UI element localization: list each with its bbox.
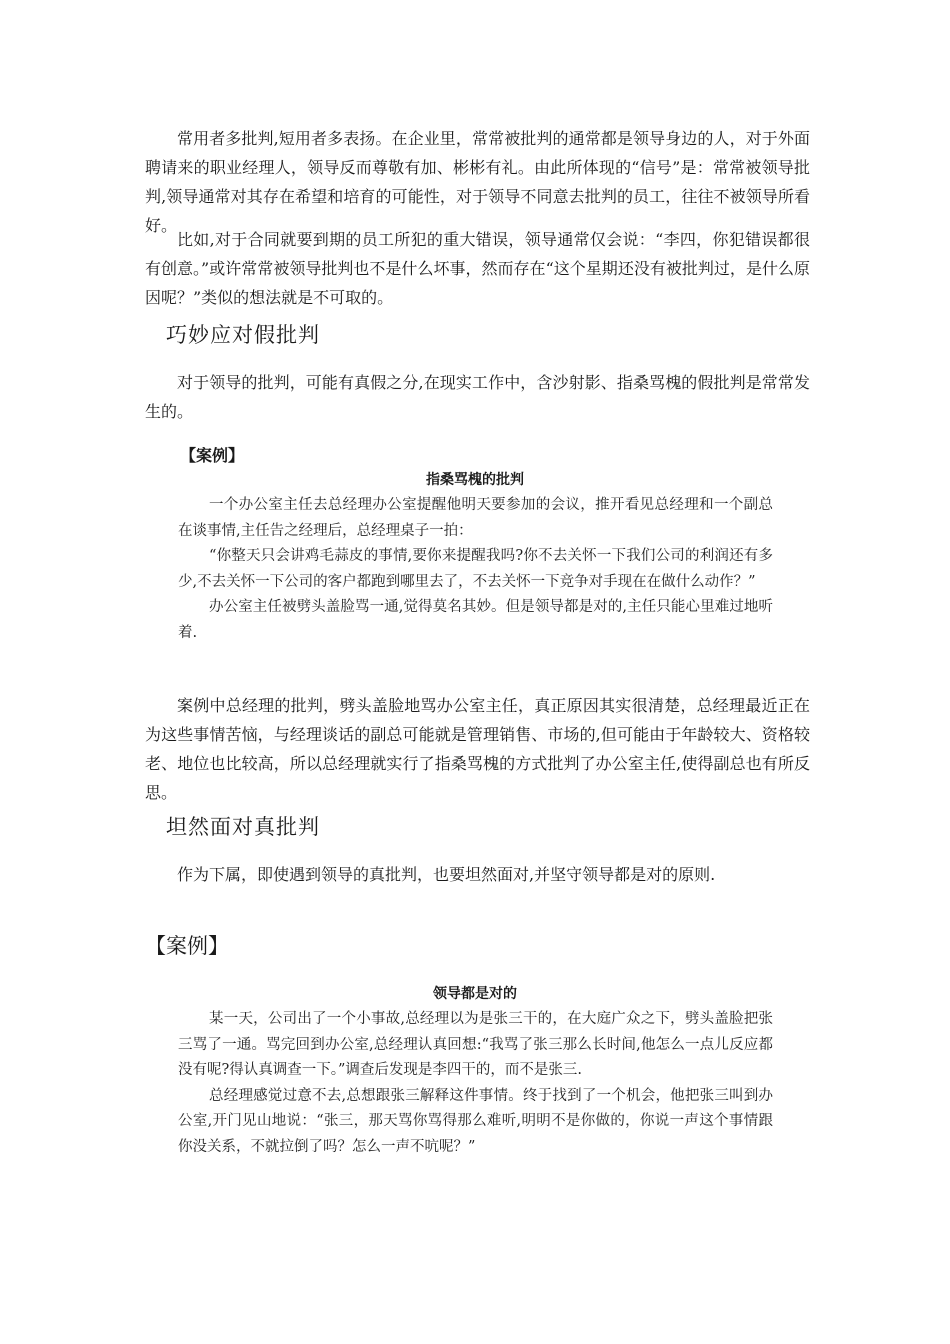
case-tag: 【案例】	[180, 446, 245, 465]
section1-paragraph: 对于领导的批判，可能有真假之分,在现实工作中，含沙射影、指桑骂槐的假批判是常常发生的。	[145, 373, 810, 421]
section-heading-real-criticism: 坦然面对真批判	[166, 815, 320, 839]
case-paragraph: 一个办公室主任去总经理办公室提醒他明天要参加的会议，推开看见总经理和一个副总在谈事情,主任告之经理后，总经理桌子一拍：	[178, 497, 773, 539]
intro-paragraph-2: 比如,对于合同就要到期的员工所犯的重大错误，领导通常仅会说：“李四，你犯错误都很有创意。”或许常常被领导批判也不是什么坏事，然而存在“这个星期还没有被批判过，是什么原因呢？”类似的想法就是不可取的。	[145, 230, 810, 307]
intro-paragraph-1: 常用者多批判,短用者多表扬。在企业里，常常被批判的通常都是领导身边的人，对于外面聘请来的职业经理人，领导反而尊敬有加、彬彬有礼。由此所体现的“信号”是：常常被领导批判,领导通常对其存在希望和培育的可能性，对于领导不同意去批判的员工，往往不被领导所看好。	[145, 129, 810, 235]
case-paragraph: 办公室主任被劈头盖脸骂一通,觉得莫名其妙。但是领导都是对的,主任只能心里难过地听着.	[178, 599, 773, 641]
case-body	[178, 493, 773, 647]
case-tag: 【案例】	[145, 934, 229, 958]
section2-paragraph: 作为下属，即使遇到领导的真批判，也要坦然面对,并坚守领导都是对的原则.	[177, 865, 716, 884]
case-title: 领导都是对的	[433, 986, 517, 1002]
case-body	[178, 1007, 773, 1161]
case-title: 指桑骂槐的批判	[426, 472, 524, 488]
case-paragraph: 总经理感觉过意不去,总想跟张三解释这件事情。终于找到了一个机会，他把张三叫到办公室,开门见山地说：“张三，那天骂你骂得那么难听,明明不是你做的，你说一声这个事情跟你没关系，不就拉倒了吗？怎么一声不吭呢？”	[178, 1087, 773, 1155]
case-paragraph: “你整天只会讲鸡毛蒜皮的事情,要你来提醒我吗?你不去关怀一下我们公司的利润还有多少,不去关怀一下公司的客户都跑到哪里去了，不去关怀一下竞争对手现在在做什么动作？”	[178, 548, 773, 590]
case-analysis-paragraph: 案例中总经理的批判，劈头盖脸地骂办公室主任，真正原因其实很清楚，总经理最近正在为这些事情苦恼，与经理谈话的副总可能就是管理销售、市场的,但可能由于年龄较大、资格较老、地位也比较高，所以总经理就实行了指桑骂槐的方式批判了办公室主任,使得副总也有所反思。	[145, 696, 810, 802]
case-paragraph: 某一天，公司出了一个小事故,总经理以为是张三干的，在大庭广众之下，劈头盖脸把张三骂了一通。骂完回到办公室,总经理认真回想:“我骂了张三那么长时间,他怎么一点儿反应都没有呢?得认真调查一下。”调查后发现是李四干的，而不是张三.	[178, 1011, 773, 1079]
section-heading-fake-criticism: 巧妙应对假批判	[166, 323, 320, 347]
